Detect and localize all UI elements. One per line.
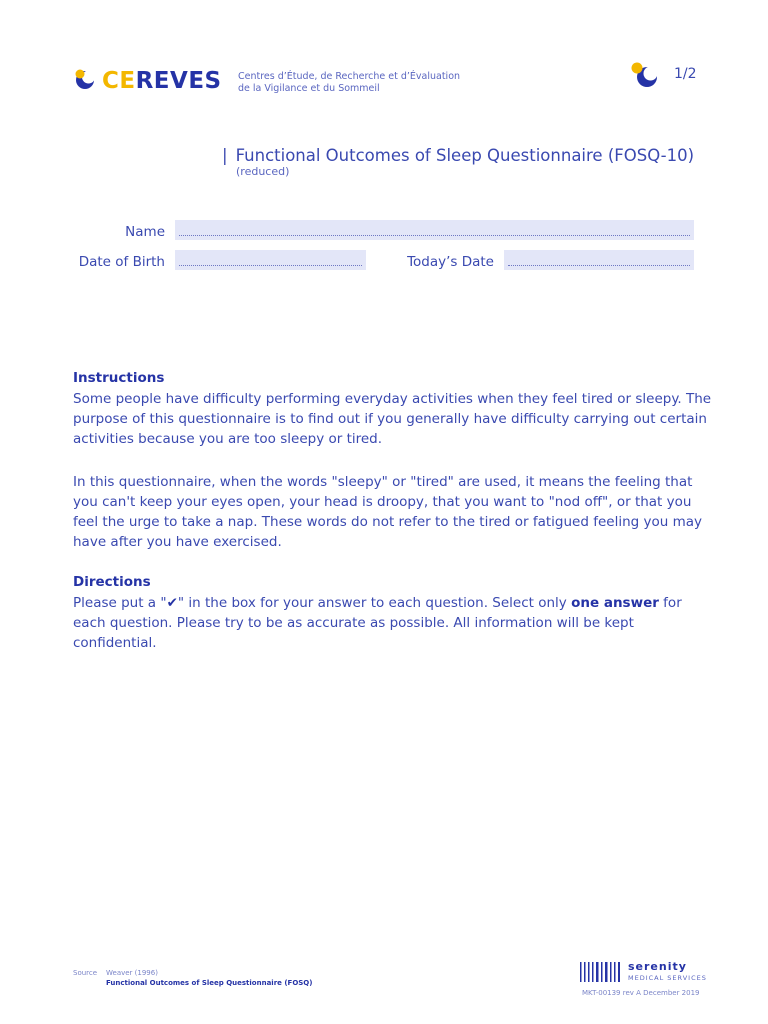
page-number: 1/2 [674,66,697,82]
date-of-birth-label: Date of Birth [78,254,165,270]
name-label: Name [125,224,165,240]
source-label: Source [73,969,98,977]
serenity-barcode-icon [580,962,622,982]
cereves-logo-text: CEREVES [102,68,222,94]
source-author: Weaver (1996) [106,969,158,977]
name-field[interactable] [175,220,694,240]
organization-name: Centres d’Étude, de Recherche et d’Évaluation de la Vigilance et du Sommeil [238,71,461,94]
date-of-birth-field[interactable] [175,250,366,270]
todays-date-label: Today’s Date [407,254,494,270]
source-title: Functional Outcomes of Sleep Questionnaire (FOSQ) [106,979,313,987]
instructions-paragraph-1: Some people have difficulty performing everyday activities when they feel tired or sleepy. The purpose of this questionnaire is to find out if you generally have difficulty carrying out certain activities because you are too sleepy or tired. [73,391,712,447]
instructions-paragraph-2: In this questionnaire, when the words "sleepy" or "tired" are used, it means the feeling that you can't keep your eyes open, your head is droopy, that you want to "nod off", or that you feel the urge to take a nap. These words do not refer to the tired or fatigued feeling you may have after you have exercised. [73,474,703,550]
moon-logo-icon [628,60,662,90]
directions-paragraph: Please put a "✔" in the box for your answer to each question. Select only one answer for each question. Please try to be as accurate as possible. All information will be kept confidential. [73,595,682,651]
serenity-brand: serenity [628,960,687,973]
todays-date-field[interactable] [504,250,694,270]
page-title: | Functional Outcomes of Sleep Questionnaire (FOSQ-10) [222,146,695,165]
serenity-brand-subtitle: MEDICAL SERVICES [628,974,707,982]
page-subtitle: (reduced) [236,165,290,178]
directions-heading: Directions [73,574,151,590]
instructions-heading: Instructions [73,370,165,386]
cereves-logo-icon [74,68,96,90]
document-code: MKT-00139 rev A December 2019 [582,989,700,997]
checkmark-icon: ✔ [166,595,178,611]
